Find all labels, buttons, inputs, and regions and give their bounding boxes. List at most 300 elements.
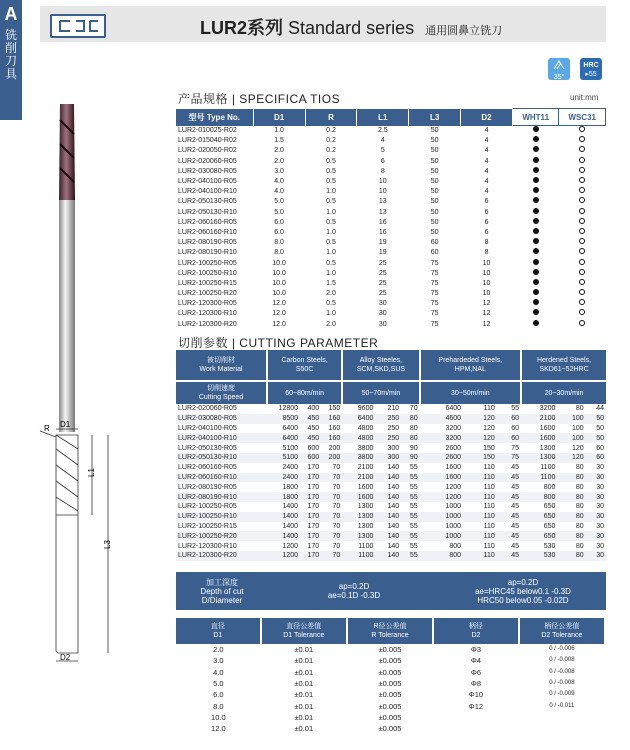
tol-cell: 0 / -0.006 <box>549 646 575 653</box>
cut-cell: LUR2-040100-R10 <box>176 433 267 443</box>
material-col-0: Carbon Steels, S50C <box>267 350 342 381</box>
spec-col-6: WHT11 <box>512 109 558 126</box>
table-row <box>176 157 606 167</box>
cut-cell: 110 <box>463 473 497 483</box>
spec-cell: 0.5 <box>326 259 336 267</box>
cut-cell: LUR2-080190-R10 <box>176 492 267 502</box>
filled-dot-icon <box>533 248 539 254</box>
spec-cell: 75 <box>430 320 439 328</box>
wsc31-cell <box>559 299 606 309</box>
cut-cell: 250 <box>387 424 400 432</box>
depth-left: ap=0.2D ae=0.1D -0.3D <box>268 572 440 610</box>
tol-cell: ±0.01 <box>294 712 314 722</box>
cut-cell: 80 <box>557 492 585 502</box>
cut-section-title: 切削参数 | CUTTING PARAMETER <box>178 336 379 350</box>
table-row <box>176 197 606 207</box>
cut-cell: LUR2-020060-R05 <box>178 405 237 413</box>
tol-cell: ±0.01 <box>294 679 314 689</box>
spec-cell: 1.0 <box>326 188 336 196</box>
category-text: 铣 削 刀 具 <box>4 28 17 81</box>
spec-cell: LUR2-080190-R10 <box>178 249 237 257</box>
spec-cell: 50 <box>430 126 439 134</box>
wsc31-cell <box>559 208 606 218</box>
cut-cell: LUR2-100250-R10 <box>176 512 267 522</box>
spec-cell: LUR2-015040-R02 <box>178 137 237 145</box>
cut-cell: 600 <box>300 453 321 463</box>
header-bar <box>40 6 606 42</box>
tol-cell: ±0.005 <box>378 690 402 700</box>
cut-cell: 210 <box>387 405 400 413</box>
cut-cell: 1400 <box>267 512 300 522</box>
wsc31-cell <box>559 309 606 319</box>
tol-cell: Φ12 <box>468 701 484 711</box>
spec-cell: 4 <box>484 178 489 186</box>
cut-cell: 800 <box>543 483 556 491</box>
spec-cell: 75 <box>430 259 439 267</box>
cut-cell: 110 <box>483 542 495 550</box>
cut-cell: 70 <box>321 473 342 483</box>
wht11-cell <box>512 218 558 228</box>
spec-cell: LUR2-100250-R10 <box>178 269 237 277</box>
spec-cell: 10 <box>482 290 491 298</box>
cut-cell: 90 <box>409 444 418 452</box>
cut-cell: LUR2-100250-R15 <box>178 522 237 530</box>
cut-cell: 55 <box>409 503 418 511</box>
spec-cell: 1.0 <box>326 208 336 216</box>
cut-cell: 3200 <box>539 405 556 413</box>
wht11-cell <box>512 289 558 299</box>
cut-cell: 1000 <box>445 503 462 511</box>
cut-cell: 45 <box>497 492 521 502</box>
cut-cell: LUR2-060160-R05 <box>178 464 237 472</box>
open-circle-icon <box>579 197 585 203</box>
spec-cell: 75 <box>430 300 439 308</box>
wsc31-cell <box>559 187 606 197</box>
cut-cell: 45 <box>511 483 520 491</box>
unit-label: unit:mm <box>570 93 599 102</box>
open-circle-icon <box>579 299 585 305</box>
cut-cell: 530 <box>521 551 557 561</box>
spec-cell: 0.5 <box>326 239 336 247</box>
tol-cell: 4.0 <box>213 667 224 677</box>
wht11-cell <box>512 126 558 137</box>
brand-logo <box>50 14 106 38</box>
cut-cell: 1300 <box>539 444 556 452</box>
cut-cell: 3200 <box>445 424 462 432</box>
spec-cell: 75 <box>430 310 439 318</box>
table-row <box>176 723 605 734</box>
cut-cell: 1800 <box>267 492 300 502</box>
cut-cell: 150 <box>328 405 341 413</box>
table-row <box>176 473 606 483</box>
spec-col-1: D1 <box>253 109 305 126</box>
table-row <box>176 414 606 424</box>
spec-cell: 1.5 <box>274 137 284 145</box>
tol-cell: Φ3 <box>470 645 481 655</box>
cut-cell: 75 <box>511 444 520 452</box>
table-row <box>176 167 606 177</box>
cut-cell: 70 <box>332 483 341 491</box>
spec-cell: 19 <box>378 249 387 257</box>
table-row <box>176 644 605 655</box>
cut-cell: 1100 <box>521 473 557 483</box>
filled-dot-icon <box>533 299 539 305</box>
table-row <box>176 208 606 218</box>
cut-cell: 55 <box>511 405 520 413</box>
tol-cell: ±0.005 <box>378 701 402 711</box>
speed-col-3: 20~30m/min <box>521 381 606 404</box>
cut-cell: 45 <box>511 542 520 550</box>
table-row <box>176 126 606 137</box>
spec-cell: 6.0 <box>274 218 284 226</box>
table-row <box>176 146 606 156</box>
cut-cell: 45 <box>511 503 520 511</box>
spec-cell: 10.0 <box>272 279 286 287</box>
cut-cell: 170 <box>300 512 321 522</box>
cut-cell: 170 <box>300 473 321 483</box>
spec-cell: 30 <box>378 310 387 318</box>
spec-col-3: L1 <box>357 109 409 126</box>
cut-cell: 1000 <box>445 522 462 530</box>
wht11-cell <box>512 320 558 330</box>
filled-dot-icon <box>533 259 539 265</box>
spec-cell: 1.0 <box>326 269 336 277</box>
tol-cell: ±0.01 <box>294 667 314 677</box>
spec-cell: LUR2-060160-R10 <box>178 228 237 236</box>
spec-cell: LUR2-050130-R05 <box>178 198 237 206</box>
cut-cell: 45 <box>511 464 520 472</box>
label-r: R <box>44 424 50 433</box>
wht11-cell <box>512 279 558 289</box>
tol-cell: ±0.005 <box>378 656 402 666</box>
depth-of-cut-table <box>176 572 606 610</box>
cut-cell: 1100 <box>358 542 374 550</box>
wht11-cell <box>512 187 558 197</box>
wht11-cell <box>512 238 558 248</box>
spec-cell: 13 <box>378 198 387 206</box>
cut-cell: 45 <box>497 531 521 541</box>
tol-cell: ±0.005 <box>378 667 402 677</box>
table-row <box>176 258 606 268</box>
cut-cell: 110 <box>483 522 495 530</box>
cut-cell: LUR2-080190-R05 <box>178 483 237 491</box>
tol-cell: 5.0 <box>213 679 224 689</box>
cut-cell: 1000 <box>420 512 463 522</box>
wsc31-cell <box>559 218 606 228</box>
filled-dot-icon <box>533 218 539 224</box>
label-l3: L3 <box>103 540 112 549</box>
material-col-1: Alloy Steeles, SCM,SKD,SUS <box>342 350 419 381</box>
tolerance-table <box>176 618 606 734</box>
spec-cell: 8 <box>484 239 489 247</box>
spec-cell: 75 <box>430 290 439 298</box>
open-circle-icon <box>579 228 585 234</box>
spec-cell: 0.2 <box>326 137 336 145</box>
cut-cell: 30 <box>586 473 606 483</box>
speed-col-2: 30~50m/min <box>420 381 521 404</box>
cut-cell: 1100 <box>540 464 556 472</box>
cut-cell: 1400 <box>267 531 300 541</box>
table-row <box>176 424 606 434</box>
tol-col-2: R径公差值 R Tolerance <box>347 618 433 644</box>
cut-cell: 55 <box>401 551 419 561</box>
cut-cell: 1400 <box>282 522 299 530</box>
table-row <box>176 238 606 248</box>
side-category-tab <box>0 0 22 120</box>
table-row <box>176 551 606 561</box>
cut-cell: 70 <box>321 512 342 522</box>
table-row <box>176 443 606 453</box>
filled-dot-icon <box>533 289 539 295</box>
cut-cell: 300 <box>375 453 401 463</box>
spec-cell: 10.0 <box>272 290 286 298</box>
spec-cell: 50 <box>430 208 439 216</box>
cut-cell: 650 <box>543 522 556 530</box>
tol-col-1: 直径公差值 D1 Tolerance <box>261 618 347 644</box>
helix-angle-badge: 35° <box>548 58 570 80</box>
spec-cell: 4 <box>484 137 489 145</box>
spec-cell: 25 <box>378 279 387 287</box>
cut-cell: 1200 <box>282 542 299 550</box>
cut-cell: 45 <box>497 473 521 483</box>
tol-cell <box>433 712 519 723</box>
cut-cell: 100 <box>557 433 585 443</box>
cut-cell: 6400 <box>342 414 375 424</box>
spec-cell: 50 <box>430 157 439 165</box>
cut-cell: 650 <box>543 503 556 511</box>
table-row <box>176 712 605 723</box>
spec-cell: 50 <box>430 218 439 226</box>
wsc31-cell <box>559 197 606 207</box>
tol-col-4: 柄径公差值 D2 Tolerance <box>519 618 605 644</box>
spec-cell: 60 <box>430 239 439 247</box>
spec-cell: 12.0 <box>272 300 286 308</box>
cut-cell: LUR2-100250-R20 <box>176 531 267 541</box>
cut-cell: 55 <box>409 542 418 550</box>
cut-cell: 200 <box>328 444 341 452</box>
cut-cell: 1600 <box>521 433 557 443</box>
spec-cell: 1.0 <box>326 249 336 257</box>
spec-cell: 50 <box>430 137 439 145</box>
spec-cell: 1.0 <box>326 228 336 236</box>
cut-cell: 70 <box>332 464 341 472</box>
label-d2: D2 <box>60 653 71 662</box>
spec-cell: 10 <box>378 188 387 196</box>
cut-cell: 120 <box>463 414 497 424</box>
cut-cell: 110 <box>463 492 497 502</box>
cut-cell: 45 <box>497 551 521 561</box>
spec-cell: 12.0 <box>272 310 286 318</box>
wsc31-cell <box>559 238 606 248</box>
tol-cell: 0 / -0.008 <box>549 680 575 687</box>
cut-cell: 800 <box>449 542 462 550</box>
cut-cell: 450 <box>300 414 321 424</box>
cut-cell: 1100 <box>342 551 375 561</box>
cut-cell: 650 <box>521 531 557 541</box>
cut-cell: 30 <box>586 531 606 541</box>
cut-cell: 4600 <box>420 414 463 424</box>
spec-cell: 0.5 <box>326 300 336 308</box>
wht11-cell <box>512 167 558 177</box>
cut-cell: 90 <box>401 453 419 463</box>
open-circle-icon <box>579 177 585 183</box>
speed-col-0: 60~80m/min <box>267 381 342 404</box>
speed-col-1: 50~70m/min <box>342 381 419 404</box>
cut-cell: 2100 <box>521 414 557 424</box>
tol-cell: ±0.005 <box>378 712 402 722</box>
spec-cell: 10 <box>482 269 491 277</box>
cut-cell: 60 <box>497 414 521 424</box>
spec-cell: 8 <box>380 167 385 175</box>
cut-cell: LUR2-120300-R20 <box>176 551 267 561</box>
cut-cell: 170 <box>300 531 321 541</box>
cut-cell: 1300 <box>357 503 374 511</box>
spec-cell: 4 <box>484 188 489 196</box>
cut-cell: 200 <box>321 453 342 463</box>
tol-cell: ±0.01 <box>294 690 314 700</box>
cut-cell: 100 <box>571 424 584 432</box>
tol-cell: 3.0 <box>213 656 224 666</box>
spec-cell: 12 <box>482 310 491 318</box>
cut-cell: 450 <box>300 433 321 443</box>
cut-cell: 110 <box>483 464 495 472</box>
filled-dot-icon <box>533 157 539 163</box>
open-circle-icon <box>579 208 585 214</box>
open-circle-icon <box>579 269 585 275</box>
spec-cell: 19 <box>378 239 387 247</box>
spec-cell: LUR2-010025-R02 <box>178 126 237 134</box>
tol-cell: ±0.005 <box>378 645 402 655</box>
spec-col-7: WSC31 <box>559 109 606 126</box>
cut-cell: 160 <box>328 424 341 432</box>
depth-label: 加工深度 Depth of cut D/Diameter <box>176 572 268 610</box>
material-col-2: Prehardeded Steels, HPM,NAL <box>420 350 521 381</box>
table-row <box>176 463 606 473</box>
spec-cell: 8 <box>484 249 489 257</box>
cut-cell: 70 <box>332 503 341 511</box>
spec-col-5: D2 <box>461 109 513 126</box>
wht11-cell <box>512 197 558 207</box>
table-row <box>176 299 606 309</box>
cut-cell: 1300 <box>521 453 557 463</box>
spec-cell: 75 <box>430 269 439 277</box>
cut-cell: 70 <box>321 531 342 541</box>
wht11-cell <box>512 299 558 309</box>
cut-cell: 75 <box>497 453 521 463</box>
table-row <box>176 177 606 187</box>
depth-right: ap=0.2D ae=HRC45 below0.1 -0.3D HRC50 below0.05 -0.02D <box>440 572 606 610</box>
cut-cell: 170 <box>307 542 320 550</box>
tol-cell: 2.0 <box>213 645 224 655</box>
filled-dot-icon <box>533 187 539 193</box>
filled-dot-icon <box>533 126 539 132</box>
cut-cell: LUR2-030080-R05 <box>176 414 267 424</box>
spec-cell: 25 <box>378 290 387 298</box>
table-row <box>176 502 606 512</box>
cut-cell: 2600 <box>420 453 463 463</box>
cut-cell: 70 <box>332 542 341 550</box>
open-circle-icon <box>579 187 585 193</box>
cut-cell: 80 <box>575 542 584 550</box>
cut-cell: 3200 <box>420 433 463 443</box>
wht11-cell <box>512 146 558 156</box>
tool-technical-drawing <box>30 420 130 665</box>
spec-cell: 6 <box>484 228 489 236</box>
table-row <box>176 655 605 666</box>
cut-cell: 1600 <box>357 483 374 491</box>
cut-cell: 55 <box>401 531 419 541</box>
cut-cell: 80 <box>409 424 418 432</box>
filled-dot-icon <box>533 238 539 244</box>
wht11-cell <box>512 309 558 319</box>
spec-cell: 6 <box>484 218 489 226</box>
tol-col-0: 直径 D1 <box>176 618 261 644</box>
cut-cell: 30 <box>586 492 606 502</box>
hrc-badge: HRC ▸55 <box>580 58 602 80</box>
open-circle-icon <box>579 126 585 132</box>
wsc31-cell <box>559 146 606 156</box>
wsc31-cell <box>559 136 606 146</box>
cut-cell: 30 <box>596 464 604 472</box>
spec-cell: 4.0 <box>274 188 284 196</box>
cut-cell: 5100 <box>282 444 299 452</box>
spec-cell: LUR2-120300-R20 <box>178 320 237 328</box>
cut-cell: 170 <box>307 503 320 511</box>
spec-cell: 4 <box>380 137 385 145</box>
speed-label: 切削速度 Cutting Speed <box>176 381 267 404</box>
tol-cell: ±0.01 <box>294 645 314 655</box>
cut-cell: 800 <box>420 551 463 561</box>
table-row <box>176 689 605 700</box>
cut-cell: 530 <box>543 542 556 550</box>
wht11-cell <box>512 269 558 279</box>
cut-cell: 1600 <box>445 464 462 472</box>
spec-cell: 50 <box>430 228 439 236</box>
spec-cell: 0.2 <box>326 147 336 155</box>
wsc31-cell <box>559 269 606 279</box>
tol-cell: 0 / -0.009 <box>549 691 575 698</box>
wht11-cell <box>512 208 558 218</box>
spec-cell: LUR2-060160-R05 <box>178 218 237 226</box>
wsc31-cell <box>559 279 606 289</box>
tol-cell: 0 / -0.008 <box>549 657 575 664</box>
cut-cell: 45 <box>511 522 520 530</box>
series-en: Standard series <box>288 18 415 38</box>
cut-cell: 30 <box>586 551 606 561</box>
spec-cell: 8.0 <box>274 249 284 257</box>
open-circle-icon <box>579 218 585 224</box>
wsc31-cell <box>559 289 606 299</box>
cut-cell: 60 <box>511 424 520 432</box>
spec-cell: 10 <box>378 178 387 186</box>
cut-cell: 160 <box>321 433 342 443</box>
table-row <box>176 320 606 330</box>
cut-cell: 80 <box>401 433 419 443</box>
tol-cell: Φ6 <box>470 667 481 677</box>
cut-cell: 80 <box>557 512 585 522</box>
cut-cell: 2100 <box>342 473 375 483</box>
open-circle-icon <box>579 279 585 285</box>
open-circle-icon <box>579 167 585 173</box>
cut-cell: 30 <box>596 483 604 491</box>
spec-cell: 6 <box>484 198 489 206</box>
cut-cell: 1300 <box>357 522 374 530</box>
table-row <box>176 492 606 502</box>
cut-cell: 3800 <box>342 453 375 463</box>
table-row <box>176 512 606 522</box>
open-circle-icon <box>579 259 585 265</box>
spec-cell: 12.0 <box>272 320 286 328</box>
